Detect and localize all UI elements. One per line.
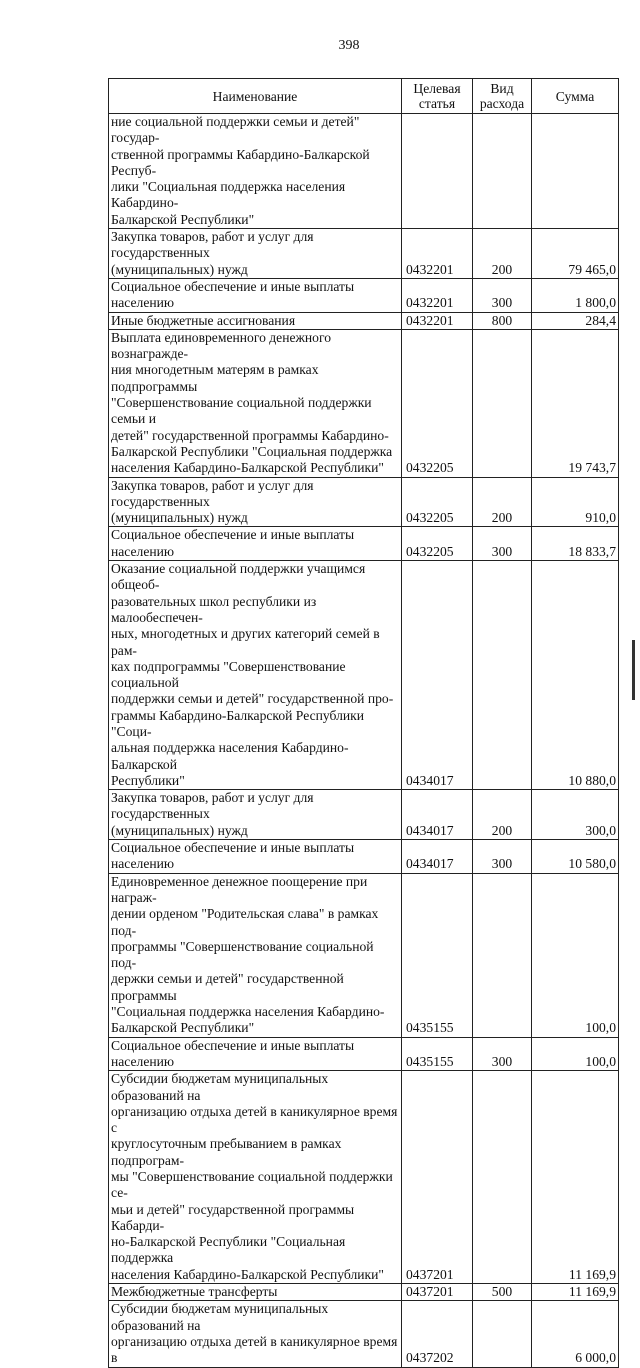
row-expense-type [473,1301,532,1367]
row-expense-type [473,1071,532,1284]
row-target-article: 0432201 [402,312,473,329]
header-name: Наименование [109,79,402,114]
row-sum: 19 743,7 [532,329,619,477]
table-header-row [109,79,619,114]
row-target-article: 0435155 [402,1037,473,1071]
row-sum: 300,0 [532,790,619,840]
table-row [109,229,619,279]
table-row [109,1037,619,1071]
row-name: Закупка товаров, работ и услуг для государственных (муниципальных) нужд [109,790,402,840]
row-sum [532,114,619,229]
row-name: Выплата единовременного денежного вознагражде- ния многодетным матерям в рамках подпрограммы "Совершенствование социальной поддержки семьи и детей" государственной программы Кабардино- Балкарской Республики "Социальная поддержка населения Кабардино-Балкарской Республики" [109,329,402,477]
row-name: Субсидии бюджетам муниципальных образований на организацию отдыха детей в каникулярное время в [109,1301,402,1367]
row-name: Иные бюджетные ассигнования [109,312,402,329]
row-sum: 100,0 [532,1037,619,1071]
row-name: Социальное обеспечение и иные выплаты населению [109,527,402,561]
row-sum: 10 580,0 [532,840,619,874]
row-target-article: 0437201 [402,1284,473,1301]
table-row [109,790,619,840]
row-target-article: 0432205 [402,329,473,477]
row-sum: 10 880,0 [532,561,619,790]
row-target-article [402,114,473,229]
table-row [109,329,619,477]
table-row [109,561,619,790]
row-sum: 6 000,0 [532,1301,619,1367]
row-target-article: 0434017 [402,790,473,840]
row-name: Субсидии бюджетам муниципальных образований на организацию отдыха детей в каникулярное время с круглосуточным пребыванием в рамках подпрограм- мы "Совершенствование социальной поддержки се- мьи и детей" государственной программы Кабарди- но-Балкарской Республики "Социальная поддержка населения Кабардино-Балкарской Республики" [109,1071,402,1284]
table-row [109,527,619,561]
header-sum: Сумма [532,79,619,114]
row-sum: 1 800,0 [532,278,619,312]
row-name: Закупка товаров, работ и услуг для государственных (муниципальных) нужд [109,477,402,527]
row-target-article: 0432201 [402,229,473,279]
row-expense-type: 300 [473,1037,532,1071]
budget-table [108,78,619,1368]
row-sum: 18 833,7 [532,527,619,561]
row-name: Единовременное денежное поощерение при награж- дении орденом "Родительская слава" в рамках под- программы "Совершенствование социальной под- держки семьи и детей" государственной программы "Социальная поддержка населения Кабардино- Балкарской Республики" [109,873,402,1037]
page-number: 398 [338,38,360,53]
table-row [109,1284,619,1301]
table-row [109,840,619,874]
row-name: Закупка товаров, работ и услуг для государственных (муниципальных) нужд [109,229,402,279]
table-row [109,312,619,329]
row-target-article: 0435155 [402,873,473,1037]
row-sum: 100,0 [532,873,619,1037]
row-expense-type [473,561,532,790]
row-name: Оказание социальной поддержки учащимся общеоб- разовательных школ республики из малообеспечен- ных, многодетных и других категорий семей в рам- ках подпрограммы "Совершенствование социальной поддержки семьи и детей" государственной про- граммы Кабардино-Балкарской Республики "Соци- альная поддержка населения Кабардино-Балкарской Республики" [109,561,402,790]
row-expense-type: 300 [473,527,532,561]
row-expense-type: 200 [473,477,532,527]
row-expense-type [473,114,532,229]
row-name: Социальное обеспечение и иные выплаты населению [109,1037,402,1071]
table-row [109,873,619,1037]
row-sum: 11 169,9 [532,1071,619,1284]
header-expense-type: Вид расхода [473,79,532,114]
table-row [109,114,619,229]
table-row [109,1301,619,1367]
row-expense-type: 200 [473,229,532,279]
row-sum: 910,0 [532,477,619,527]
row-sum: 284,4 [532,312,619,329]
margin-mark [632,640,635,700]
row-target-article: 0437201 [402,1071,473,1284]
row-expense-type: 300 [473,840,532,874]
row-target-article: 0432205 [402,477,473,527]
row-sum: 11 169,9 [532,1284,619,1301]
row-expense-type: 800 [473,312,532,329]
row-expense-type: 300 [473,278,532,312]
row-target-article: 0432205 [402,527,473,561]
row-target-article: 0437202 [402,1301,473,1367]
row-expense-type: 500 [473,1284,532,1301]
header-target-article: Целевая статья [402,79,473,114]
row-name: ние социальной поддержки семьи и детей" государ- ственной программы Кабардино-Балкарской Респуб- лики "Социальная поддержка населения Кабардино- Балкарской Республики" [109,114,402,229]
row-expense-type: 200 [473,790,532,840]
row-target-article: 0432201 [402,278,473,312]
row-name: Социальное обеспечение и иные выплаты населению [109,840,402,874]
table-row [109,278,619,312]
row-target-article: 0434017 [402,840,473,874]
row-name: Межбюджетные трансферты [109,1284,402,1301]
row-sum: 79 465,0 [532,229,619,279]
table-row [109,477,619,527]
row-expense-type [473,873,532,1037]
row-name: Социальное обеспечение и иные выплаты населению [109,278,402,312]
row-target-article: 0434017 [402,561,473,790]
table-row [109,1071,619,1284]
row-expense-type [473,329,532,477]
